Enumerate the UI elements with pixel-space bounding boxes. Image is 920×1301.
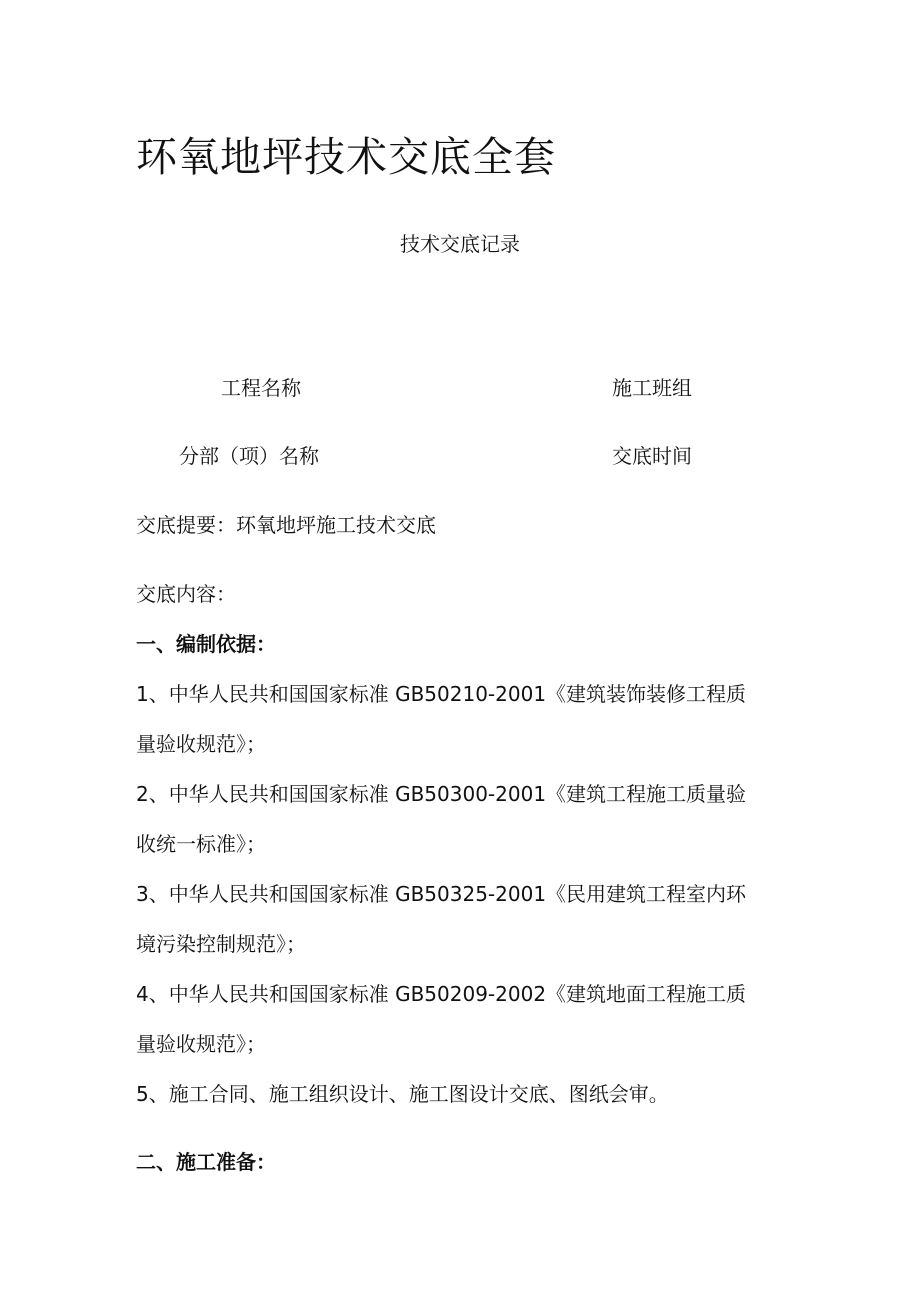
document-title: 环氧地坪技术交底全套 xyxy=(136,133,556,181)
sub-item-name-label: 分部（项）名称 xyxy=(179,444,319,468)
summary-line: 交底提要：环氧地坪施工技术交底 xyxy=(136,513,436,537)
construction-team-label: 施工班组 xyxy=(612,376,692,400)
list-item-line: 5、施工合同、施工组织设计、施工图设计交底、图纸会审。 xyxy=(136,1082,669,1106)
content-label: 交底内容： xyxy=(136,582,236,606)
list-item-line: 3、中华人民共和国国家标准 GB50325-2001《民用建筑工程室内环 xyxy=(136,882,747,906)
list-item-continuation: 收统一标准》； xyxy=(136,832,266,856)
list-item-continuation: 量验收规范》； xyxy=(136,1032,266,1056)
list-item-line: 2、中华人民共和国国家标准 GB50300-2001《建筑工程施工质量验 xyxy=(136,782,747,806)
project-name-label: 工程名称 xyxy=(221,376,301,400)
list-item-line: 4、中华人民共和国国家标准 GB50209-2002《建筑地面工程施工质 xyxy=(136,982,747,1006)
list-item-continuation: 境污染控制规范》； xyxy=(136,932,306,956)
document-subtitle: 技术交底记录 xyxy=(400,232,520,256)
list-item-continuation: 量验收规范》； xyxy=(136,732,266,756)
section-heading-preparation: 二、施工准备： xyxy=(136,1150,276,1174)
list-item-line: 1、中华人民共和国国家标准 GB50210-2001《建筑装饰装修工程质 xyxy=(136,682,747,706)
section-heading-basis: 一、编制依据： xyxy=(136,632,276,656)
handover-time-label: 交底时间 xyxy=(612,444,692,468)
